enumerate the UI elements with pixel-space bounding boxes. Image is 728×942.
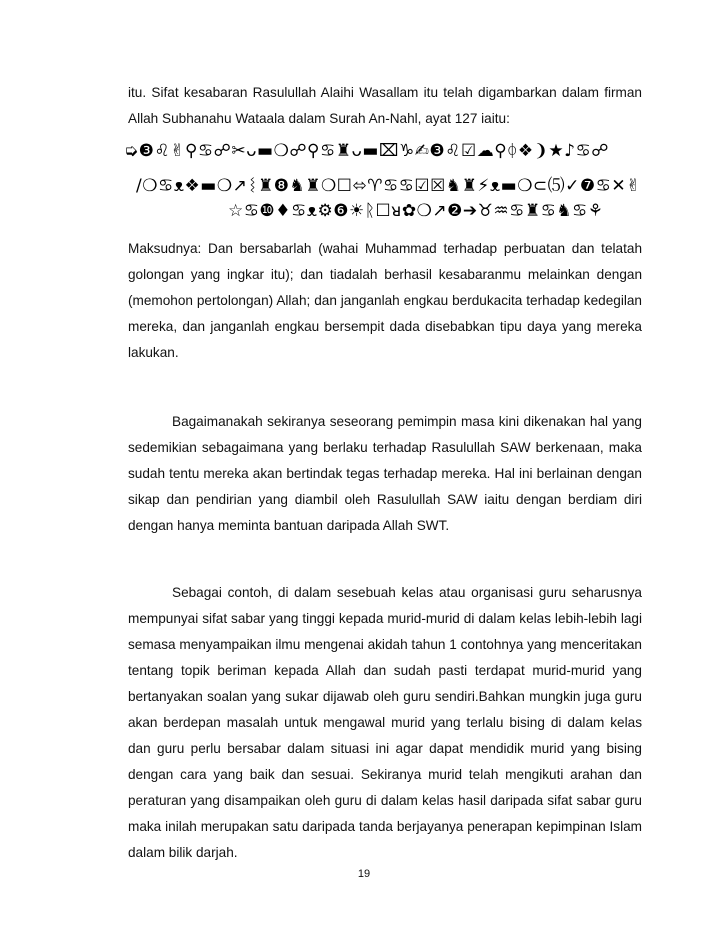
intro-paragraph: itu. Sifat kesabaran Rasulullah Alaihi Wasallam itu telah digambarkan dalam firman Allah Subhanahu Wataala dalam Surah An-Nahl, ayat 127 iaitu: — [128, 85, 642, 126]
body-paragraph-2: Bagaimanakah sekiranya seseorang pemimpin masa kini dikenakan hal yang sedemikian sebagaimana yang berlaku terhadap Rasulullah SAW berkenaan, maka sudah tentu mereka akan bertindak tegas terhadap mereka. Hal ini berlainan dengan sikap dan pendirian yang diambil oleh Rasulullah SAW iaitu dengan berdiam diri dengan hanya meminta bantuan daripada Allah SWT. — [128, 414, 642, 533]
translation-paragraph: Maksudnya: Dan bersabarlah (wahai Muhammad terhadap perbuatan dan telatah golongan yang ingkar itu); dan tiadalah berhasil kesabaranmu melainkan dengan (memohon pertolongan) Allah; dan janganlah engkau berdukacita terhadap kedegilan mereka, dan janganlah engkau bersempit dada disebabkan tipu daya yang mereka lakukan. — [128, 241, 642, 360]
quran-verse-line-3: ☆♋❿♦♋ᴥ⚙❻☀ᚱ☐ᴚ✿❍↗❷➔♉♒♋♜♋♞♋⚘ — [228, 201, 604, 221]
body-paragraph-3: Sebagai contoh, di dalam sesebuah kelas atau organisasi guru seharusnya mempunyai sifat sabar yang tinggi kepada murid-murid di dalam kelas lebih-lebih lagi semasa menyampaikan ilmu mengenai akidah tahun 1 contohnya yang menceritakan tentang topik beriman kepada Allah dan sudah pasti terdapat murid-murid yang bertanyakan soalan yang sukar dijawab oleh guru sendiri.Bahkan mungkin juga guru akan berdepan masalah untuk mengawal murid yang terlalu bising di dalam kelas dan guru perlu bersabar dalam situasi ini agar dapat mendidik murid yang bising dengan cara yang baik dan sesuai. Sekiranya murid telah mengikuti arahan dan peraturan yang disampaikan oleh guru di dalam kelas hasil daripada sifat sabar guru maka inilah merupakan satu daripada tanda berjayanya penerapan kepimpinan Islam dalam bilik darjah. — [128, 585, 642, 860]
quran-verse-line-1: ➭❸♌✌⚲♋☍✂ᴗ▬❍☍⚲♋♜ᴗ▬⌧♑✍❸♌☑☁⚲ᛰ❖❩★♪♋☍ — [124, 141, 609, 161]
quran-verse-line-2: /❍♋ᴥ❖▬❍↗ᛵ♜❽♞♜❍☐⬄♈♋♋☑☒♞♜⚡ᴥ▬❍⊂⑸✓❼♋✕✌ — [136, 176, 641, 196]
page-number: 19 — [357, 868, 371, 880]
